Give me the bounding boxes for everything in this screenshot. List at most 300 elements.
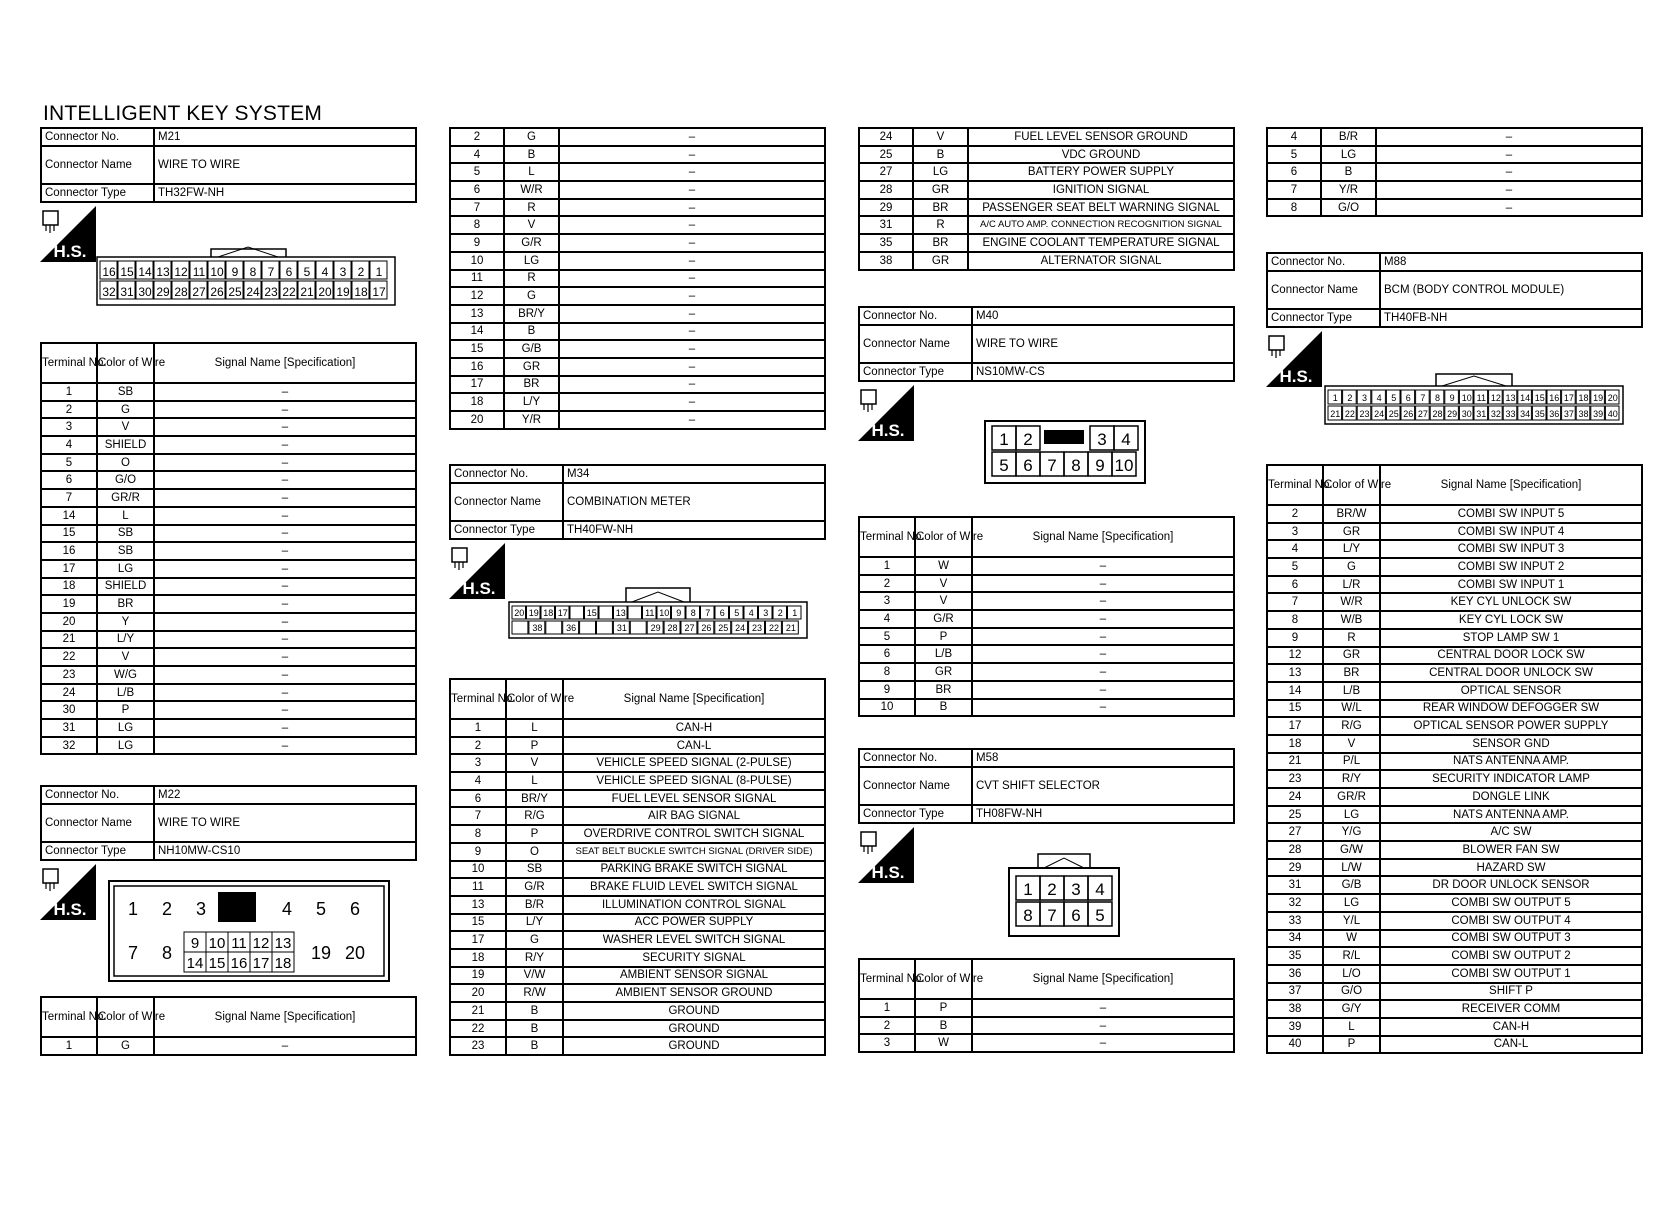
signal-cell: AIR BAG SIGNAL bbox=[563, 807, 825, 825]
signal-cell: – bbox=[154, 719, 416, 737]
hs-label: H.S. bbox=[1279, 367, 1313, 386]
signal-cell: – bbox=[559, 305, 825, 323]
pin-number: 25 bbox=[718, 623, 729, 633]
hs-label: H.S. bbox=[871, 863, 905, 882]
signal-cell: GROUND bbox=[563, 1037, 825, 1055]
header-signal: Signal Name [Specification] bbox=[972, 959, 1234, 999]
signal-cell: PARKING BRAKE SWITCH SIGNAL bbox=[563, 861, 825, 879]
table-row bbox=[450, 914, 825, 932]
table-row bbox=[450, 128, 825, 146]
pin-table-m34 bbox=[449, 678, 826, 1056]
terminal-cell: 4 bbox=[41, 436, 97, 454]
pin-number: 11 bbox=[192, 265, 206, 279]
table-row bbox=[41, 418, 416, 436]
wire-color-cell: L/R bbox=[1323, 576, 1380, 594]
signal-cell: – bbox=[559, 199, 825, 217]
signal-cell: IGNITION SIGNAL bbox=[968, 181, 1234, 199]
pin-table-m40-wrap bbox=[858, 516, 1235, 717]
table-row bbox=[450, 376, 825, 394]
wire-color-cell: GR bbox=[1323, 523, 1380, 541]
wire-color-cell: R/G bbox=[1323, 717, 1380, 735]
pin-table-m21 bbox=[40, 342, 417, 755]
pin-number: 1 bbox=[999, 430, 1009, 449]
pin-number: 16 bbox=[102, 265, 116, 279]
terminal-cell: 11 bbox=[450, 878, 506, 896]
table-row bbox=[859, 199, 1234, 217]
wire-color-cell: P bbox=[915, 999, 972, 1017]
table-row bbox=[450, 790, 825, 808]
wire-color-cell: V bbox=[913, 128, 968, 146]
label-connector-no: Connector No. bbox=[1267, 253, 1380, 271]
pin-table-m22-cont-wrap bbox=[449, 127, 826, 430]
table-row bbox=[450, 287, 825, 305]
pin-number: 26 bbox=[1403, 409, 1414, 419]
table-row bbox=[1267, 823, 1642, 841]
signal-cell: COMBI SW OUTPUT 2 bbox=[1380, 947, 1642, 965]
signal-cell: – bbox=[154, 701, 416, 719]
terminal-cell: 6 bbox=[450, 790, 506, 808]
pin-cell bbox=[570, 606, 584, 619]
label-connector-name: Connector Name bbox=[859, 325, 972, 363]
pin-number: 36 bbox=[1549, 409, 1560, 419]
label-connector-name: Connector Name bbox=[859, 767, 972, 805]
pin-number: 8 bbox=[1071, 456, 1081, 475]
terminal-cell: 21 bbox=[1267, 753, 1323, 771]
pin-number: 7 bbox=[267, 265, 275, 279]
wire-color-cell: R bbox=[913, 216, 968, 234]
signal-cell: GROUND bbox=[563, 1002, 825, 1020]
pin-cell bbox=[628, 606, 642, 619]
wire-color-cell: BR/Y bbox=[504, 305, 559, 323]
pin-number: 11 bbox=[1476, 393, 1486, 403]
wire-color-cell: R/Y bbox=[506, 949, 563, 967]
signal-cell: – bbox=[559, 234, 825, 252]
table-row bbox=[859, 681, 1234, 699]
connector-face-svg bbox=[1008, 850, 1120, 938]
signal-cell: SEAT BELT BUCKLE SWITCH SIGNAL (DRIVER SIDE) bbox=[563, 843, 825, 861]
signal-cell: – bbox=[154, 383, 416, 401]
terminal-cell: 23 bbox=[41, 666, 97, 684]
table-row bbox=[1267, 682, 1642, 700]
wire-color-cell: SHIELD bbox=[97, 436, 154, 454]
connector-face-m21 bbox=[96, 247, 396, 312]
header-signal: Signal Name [Specification] bbox=[154, 343, 416, 383]
pin-number: 20 bbox=[344, 943, 366, 963]
table-row bbox=[450, 825, 825, 843]
label-connector-type: Connector Type bbox=[450, 521, 563, 539]
connector-name-value: COMBINATION METER bbox=[563, 483, 825, 521]
pin-number: 10 bbox=[210, 265, 224, 279]
pin-number: 4 bbox=[1095, 880, 1105, 899]
pin-number: 40 bbox=[1607, 409, 1618, 419]
terminal-cell: 2 bbox=[859, 575, 915, 593]
hs-icon-svg bbox=[449, 543, 505, 599]
pin-number: 13 bbox=[615, 608, 626, 618]
hs-icon-svg bbox=[858, 385, 914, 441]
wire-color-cell: V bbox=[97, 648, 154, 666]
terminal-cell: 37 bbox=[1267, 983, 1323, 1001]
pin-number: 3 bbox=[1097, 430, 1107, 449]
wire-color-cell: GR bbox=[913, 252, 968, 270]
terminal-cell: 5 bbox=[1267, 558, 1323, 576]
pin-number: 28 bbox=[174, 285, 188, 299]
wire-color-cell: V bbox=[506, 754, 563, 772]
table-row bbox=[1267, 735, 1642, 753]
pin-number: 1 bbox=[792, 608, 798, 618]
terminal-cell: 15 bbox=[41, 525, 97, 543]
column-4-m88 bbox=[1266, 252, 1643, 328]
terminal-cell: 1 bbox=[859, 999, 915, 1017]
pin-number: 6 bbox=[349, 899, 361, 919]
pin-number: 2 bbox=[357, 265, 365, 279]
table-row bbox=[41, 595, 416, 613]
header-signal: Signal Name [Specification] bbox=[154, 997, 416, 1037]
signal-cell: – bbox=[972, 1017, 1234, 1035]
wire-color-cell: LG bbox=[1323, 806, 1380, 824]
wire-color-cell: P bbox=[506, 825, 563, 843]
terminal-cell: 14 bbox=[1267, 682, 1323, 700]
pin-number: 22 bbox=[1344, 409, 1355, 419]
pin-number: 19 bbox=[310, 943, 332, 963]
wire-color-cell: G bbox=[97, 1037, 154, 1055]
connector-no-value: M58 bbox=[972, 749, 1234, 767]
terminal-cell: 40 bbox=[1267, 1036, 1323, 1054]
column-1 bbox=[40, 127, 417, 203]
pin-number: 7 bbox=[705, 608, 711, 618]
pin-cell bbox=[597, 621, 613, 634]
terminal-cell: 6 bbox=[1267, 163, 1321, 181]
wire-color-cell: G bbox=[504, 128, 559, 146]
pin-number: 28 bbox=[1432, 409, 1443, 419]
connector-face-svg bbox=[984, 420, 1146, 484]
wire-color-cell: GR/R bbox=[97, 489, 154, 507]
table-row bbox=[41, 613, 416, 631]
signal-cell: FUEL LEVEL SENSOR GROUND bbox=[968, 128, 1234, 146]
wire-color-cell: R/W bbox=[506, 984, 563, 1002]
pin-number: 5 bbox=[734, 608, 740, 618]
pin-number: 23 bbox=[752, 623, 763, 633]
wire-color-cell: P bbox=[506, 737, 563, 755]
wire-color-cell: BR bbox=[915, 681, 972, 699]
signal-cell: – bbox=[1376, 163, 1642, 181]
wire-color-cell: B bbox=[1321, 163, 1376, 181]
signal-cell: – bbox=[154, 684, 416, 702]
pin-number: 25 bbox=[228, 285, 242, 299]
terminal-cell: 16 bbox=[41, 542, 97, 560]
signal-cell: OVERDRIVE CONTROL SWITCH SIGNAL bbox=[563, 825, 825, 843]
pin-number: 8 bbox=[690, 608, 696, 618]
pin-number: 6 bbox=[1023, 456, 1033, 475]
signal-cell: – bbox=[559, 270, 825, 288]
table-row bbox=[450, 216, 825, 234]
table-row bbox=[1267, 146, 1642, 164]
pin-number: 9 bbox=[676, 608, 682, 618]
table-row bbox=[41, 701, 416, 719]
terminal-cell: 5 bbox=[1267, 146, 1321, 164]
wire-color-cell: Y/G bbox=[1323, 823, 1380, 841]
pin-cell bbox=[512, 621, 528, 634]
pin-number: 24 bbox=[735, 623, 746, 633]
terminal-cell: 38 bbox=[1267, 1000, 1323, 1018]
hs-label: H.S. bbox=[871, 421, 905, 440]
signal-cell: – bbox=[559, 216, 825, 234]
table-row bbox=[450, 896, 825, 914]
pin-number: 4 bbox=[1121, 430, 1131, 449]
terminal-cell: 24 bbox=[1267, 788, 1323, 806]
table-row bbox=[41, 578, 416, 596]
wire-color-cell: G bbox=[506, 931, 563, 949]
wire-color-cell: L/Y bbox=[97, 631, 154, 649]
pin-number: 7 bbox=[1047, 456, 1057, 475]
table-row bbox=[1267, 629, 1642, 647]
pin-number: 39 bbox=[1593, 409, 1604, 419]
signal-cell: – bbox=[154, 631, 416, 649]
table-row bbox=[1267, 576, 1642, 594]
wire-color-cell: G/B bbox=[1323, 876, 1380, 894]
pin-number: 30 bbox=[1461, 409, 1472, 419]
header-terminal: Terminal No. bbox=[859, 959, 915, 999]
wire-color-cell: SHIELD bbox=[97, 578, 154, 596]
signal-cell: – bbox=[559, 252, 825, 270]
wire-color-cell: SB bbox=[97, 383, 154, 401]
signal-cell: – bbox=[972, 645, 1234, 663]
table-row bbox=[1267, 841, 1642, 859]
terminal-cell: 25 bbox=[859, 146, 913, 164]
table-row bbox=[41, 648, 416, 666]
pin-table-m34-continued bbox=[858, 127, 1235, 271]
signal-cell: AMBIENT SENSOR GROUND bbox=[563, 984, 825, 1002]
wire-color-cell: B bbox=[913, 146, 968, 164]
terminal-cell: 3 bbox=[1267, 523, 1323, 541]
pin-number: 4 bbox=[321, 265, 329, 279]
terminal-cell: 1 bbox=[450, 719, 506, 737]
terminal-cell: 31 bbox=[1267, 876, 1323, 894]
wire-color-cell: G/B bbox=[504, 340, 559, 358]
pin-number: 13 bbox=[1505, 393, 1516, 403]
terminal-cell: 24 bbox=[859, 128, 913, 146]
pin-number: 12 bbox=[1490, 393, 1501, 403]
signal-cell: A/C AUTO AMP. CONNECTION RECOGNITION SIGNAL bbox=[968, 216, 1234, 234]
table-row bbox=[450, 984, 825, 1002]
signal-cell: – bbox=[154, 648, 416, 666]
terminal-cell: 9 bbox=[859, 681, 915, 699]
terminal-cell: 28 bbox=[1267, 841, 1323, 859]
pin-number: 10 bbox=[1461, 393, 1472, 403]
pin-number: 18 bbox=[354, 285, 368, 299]
table-row bbox=[1267, 806, 1642, 824]
wire-color-cell: V bbox=[97, 418, 154, 436]
pin-number: 30 bbox=[138, 285, 152, 299]
connector-face-m88 bbox=[1324, 372, 1624, 431]
wire-color-cell: GR/R bbox=[1323, 788, 1380, 806]
pin-cell bbox=[580, 621, 596, 634]
signal-cell: – bbox=[559, 181, 825, 199]
pin-number: 13 bbox=[156, 265, 170, 279]
pin-number: 10 bbox=[1114, 456, 1134, 475]
pin-number: 10 bbox=[659, 608, 670, 618]
pin-number: 14 bbox=[138, 265, 152, 279]
pin-number: 7 bbox=[1047, 906, 1057, 925]
signal-cell: CAN-L bbox=[563, 737, 825, 755]
wire-color-cell: W/B bbox=[1323, 611, 1380, 629]
connector-type-value: TH40FW-NH bbox=[563, 521, 825, 539]
table-row bbox=[450, 772, 825, 790]
pin-number: 7 bbox=[127, 943, 139, 963]
terminal-cell: 13 bbox=[450, 896, 506, 914]
pin-number: 2 bbox=[161, 899, 173, 919]
pin-table-m88 bbox=[1266, 464, 1643, 1054]
connector-name-value: WIRE TO WIRE bbox=[154, 804, 416, 842]
wire-color-cell: L bbox=[97, 507, 154, 525]
terminal-cell: 27 bbox=[859, 163, 913, 181]
signal-cell: – bbox=[154, 542, 416, 560]
table-row bbox=[450, 146, 825, 164]
pin-number: 6 bbox=[719, 608, 725, 618]
table-row bbox=[1267, 930, 1642, 948]
pin-number: 3 bbox=[339, 265, 347, 279]
terminal-cell: 32 bbox=[41, 737, 97, 755]
pin-number: 32 bbox=[1490, 409, 1501, 419]
terminal-cell: 33 bbox=[1267, 912, 1323, 930]
label-connector-no: Connector No. bbox=[41, 786, 154, 804]
table-row bbox=[450, 252, 825, 270]
pin-number: 20 bbox=[514, 608, 525, 618]
signal-cell: – bbox=[154, 507, 416, 525]
table-row bbox=[1267, 1036, 1642, 1054]
connector-no-value: M88 bbox=[1380, 253, 1642, 271]
table-row bbox=[450, 737, 825, 755]
pin-number: 38 bbox=[532, 623, 543, 633]
terminal-cell: 39 bbox=[1267, 1018, 1323, 1036]
connector-face-svg bbox=[508, 586, 808, 640]
wire-color-cell: R bbox=[1323, 629, 1380, 647]
wire-color-cell: SB bbox=[506, 861, 563, 879]
wire-color-cell: BR bbox=[504, 376, 559, 394]
pin-number: 31 bbox=[120, 285, 134, 299]
connector-name-value: WIRE TO WIRE bbox=[154, 146, 416, 184]
pin-number: 21 bbox=[1330, 409, 1341, 419]
terminal-cell: 5 bbox=[41, 454, 97, 472]
signal-cell: – bbox=[972, 663, 1234, 681]
signal-cell: HAZARD SW bbox=[1380, 859, 1642, 877]
pin-number: 38 bbox=[1578, 409, 1589, 419]
label-connector-name: Connector Name bbox=[1267, 271, 1380, 309]
table-row bbox=[859, 163, 1234, 181]
table-row bbox=[41, 436, 416, 454]
terminal-cell: 3 bbox=[859, 592, 915, 610]
signal-cell: SECURITY INDICATOR LAMP bbox=[1380, 770, 1642, 788]
connector-face-m40 bbox=[984, 420, 1146, 489]
terminal-cell: 22 bbox=[41, 648, 97, 666]
header-terminal: Terminal No. bbox=[450, 679, 506, 719]
wire-color-cell: R bbox=[504, 199, 559, 217]
wire-color-cell: L bbox=[506, 719, 563, 737]
connector-name-value: CVT SHIFT SELECTOR bbox=[972, 767, 1234, 805]
terminal-cell: 15 bbox=[450, 340, 504, 358]
pin-number: 19 bbox=[336, 285, 350, 299]
signal-cell: RECEIVER COMM bbox=[1380, 1000, 1642, 1018]
signal-cell: COMBI SW INPUT 2 bbox=[1380, 558, 1642, 576]
signal-cell: AMBIENT SENSOR SIGNAL bbox=[563, 967, 825, 985]
terminal-cell: 4 bbox=[859, 610, 915, 628]
terminal-cell: 4 bbox=[450, 146, 504, 164]
terminal-cell: 8 bbox=[1267, 611, 1323, 629]
pin-table-m21-wrap bbox=[40, 342, 417, 755]
wire-color-cell: R/Y bbox=[1323, 770, 1380, 788]
wire-color-cell: G/O bbox=[1323, 983, 1380, 1001]
signal-cell: – bbox=[154, 578, 416, 596]
signal-cell: ILLUMINATION CONTROL SIGNAL bbox=[563, 896, 825, 914]
signal-cell: ENGINE COOLANT TEMPERATURE SIGNAL bbox=[968, 234, 1234, 252]
terminal-cell: 30 bbox=[41, 701, 97, 719]
table-row bbox=[450, 199, 825, 217]
signal-cell: CAN-H bbox=[1380, 1018, 1642, 1036]
table-row bbox=[859, 1034, 1234, 1052]
wire-color-cell: BR/Y bbox=[506, 790, 563, 808]
table-row bbox=[1267, 664, 1642, 682]
terminal-cell: 3 bbox=[859, 1034, 915, 1052]
table-row bbox=[450, 967, 825, 985]
terminal-cell: 20 bbox=[450, 984, 506, 1002]
wire-color-cell: GR bbox=[504, 358, 559, 376]
signal-cell: – bbox=[1376, 199, 1642, 217]
table-row bbox=[450, 719, 825, 737]
table-row bbox=[450, 949, 825, 967]
terminal-cell: 23 bbox=[450, 1037, 506, 1055]
table-row bbox=[1267, 983, 1642, 1001]
header-color: Color of Wire bbox=[915, 959, 972, 999]
table-row bbox=[1267, 859, 1642, 877]
pin-number: 7 bbox=[1420, 393, 1426, 403]
terminal-cell: 4 bbox=[450, 772, 506, 790]
pin-number: 9 bbox=[231, 265, 239, 279]
pin-number: 17 bbox=[252, 955, 270, 972]
terminal-cell: 31 bbox=[41, 719, 97, 737]
signal-cell: – bbox=[972, 699, 1234, 717]
signal-cell: – bbox=[972, 592, 1234, 610]
table-row bbox=[450, 181, 825, 199]
signal-cell: – bbox=[1376, 181, 1642, 199]
terminal-cell: 9 bbox=[450, 234, 504, 252]
table-row bbox=[450, 305, 825, 323]
table-row bbox=[1267, 770, 1642, 788]
pin-number: 4 bbox=[748, 608, 754, 618]
connector-info-m40 bbox=[858, 306, 1235, 382]
page-title: INTELLIGENT KEY SYSTEM bbox=[43, 102, 323, 125]
terminal-cell: 7 bbox=[450, 199, 504, 217]
signal-cell: CAN-L bbox=[1380, 1036, 1642, 1054]
signal-cell: COMBI SW INPUT 5 bbox=[1380, 505, 1642, 523]
terminal-cell: 35 bbox=[1267, 947, 1323, 965]
signal-cell: NATS ANTENNA AMP. bbox=[1380, 753, 1642, 771]
pin-table-m34-wrap bbox=[449, 678, 826, 1056]
pin-number: 11 bbox=[231, 935, 247, 952]
hs-icon bbox=[858, 385, 914, 446]
wire-color-cell: G/R bbox=[506, 878, 563, 896]
signal-cell: – bbox=[154, 613, 416, 631]
terminal-cell: 7 bbox=[450, 807, 506, 825]
connector-face-svg bbox=[96, 247, 396, 307]
pin-number: 3 bbox=[1071, 880, 1081, 899]
hs-icon-svg bbox=[1266, 331, 1322, 387]
pin-table-m22-wrap bbox=[40, 996, 417, 1056]
terminal-cell: 12 bbox=[1267, 647, 1323, 665]
hs-label: H.S. bbox=[462, 579, 496, 598]
wire-color-cell: G/Y bbox=[1323, 1000, 1380, 1018]
pin-number: 9 bbox=[190, 935, 200, 952]
connector-no-value: M21 bbox=[154, 128, 416, 146]
wire-color-cell: B/R bbox=[1321, 128, 1376, 146]
